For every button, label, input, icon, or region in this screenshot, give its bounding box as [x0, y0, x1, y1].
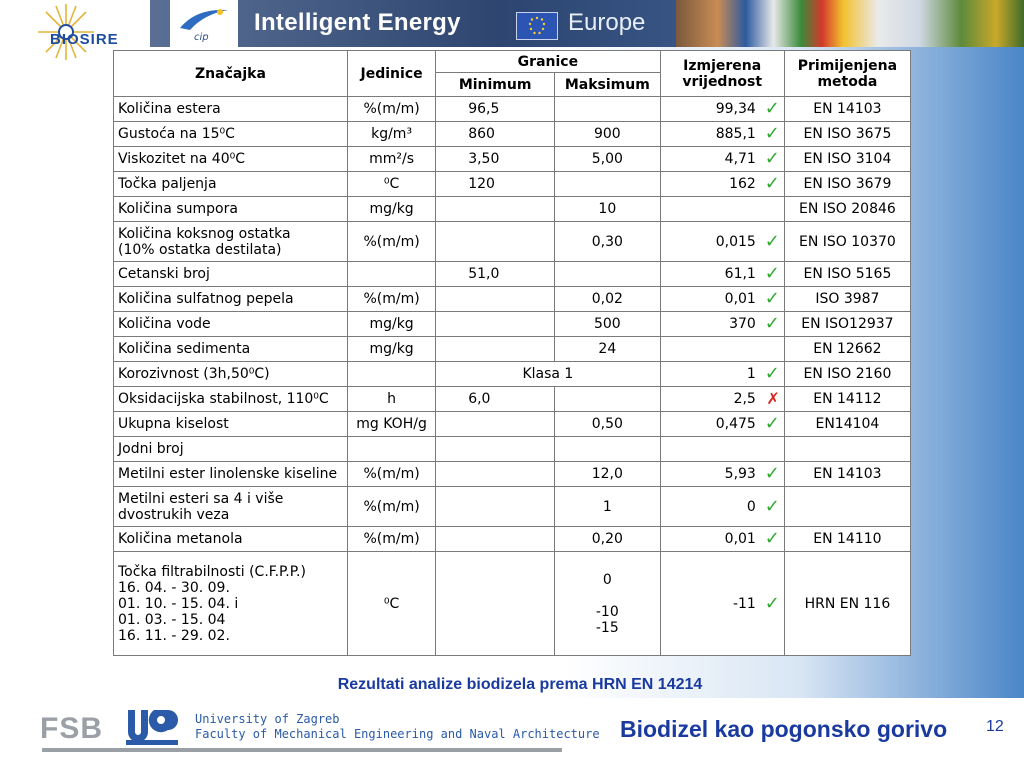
- cell-measured: 0,475 ✓: [660, 412, 784, 437]
- cell-feature: Oksidacijska stabilnost, 110⁰C: [114, 387, 348, 412]
- check-icon: ✓: [764, 495, 780, 517]
- table-row: [114, 172, 911, 197]
- cell-units: kg/m³: [347, 122, 435, 147]
- cell-feature: Ukupna kiselost: [114, 412, 348, 437]
- cell-method: EN ISO 3679: [784, 172, 910, 197]
- cell-min: 860: [436, 122, 555, 147]
- cell-min: [436, 197, 555, 222]
- header-feature: Značajka: [114, 51, 348, 97]
- cell-min: [436, 222, 555, 262]
- cell-units: %(m/m): [347, 222, 435, 262]
- table-row: [114, 122, 911, 147]
- check-icon: ✓: [764, 230, 780, 252]
- cell-measured: 0 ✓: [660, 487, 784, 527]
- cell-units: [347, 362, 435, 387]
- cell-measured: 5,93 ✓: [660, 462, 784, 487]
- cell-min: [436, 287, 555, 312]
- cell-feature: Jodni broj: [114, 437, 348, 462]
- cell-min: [436, 552, 555, 656]
- cell-measured: 885,1 ✓: [660, 122, 784, 147]
- table-row: [114, 387, 911, 412]
- table-body: [114, 97, 911, 656]
- table-row: [114, 287, 911, 312]
- cell-feature: Količina sumpora: [114, 197, 348, 222]
- cell-measured: 0,015 ✓: [660, 222, 784, 262]
- cell-min: [436, 487, 555, 527]
- page-number: 12: [986, 718, 1004, 735]
- cell-measured: [660, 337, 784, 362]
- cell-max: 0 -10 -15: [555, 552, 660, 656]
- table-row: [114, 412, 911, 437]
- cell-method: [784, 487, 910, 527]
- cell-method: EN 12662: [784, 337, 910, 362]
- check-icon: ✓: [764, 313, 780, 334]
- cell-measured: 61,1 ✓: [660, 262, 784, 287]
- table-row: [114, 197, 911, 222]
- cell-measured: 4,71 ✓: [660, 147, 784, 172]
- cell-min: [436, 337, 555, 362]
- check-icon: ✓: [764, 148, 780, 169]
- cell-units: mg/kg: [347, 312, 435, 337]
- cell-units: [347, 262, 435, 287]
- cell-measured: 99,34 ✓: [660, 97, 784, 122]
- cip-logo: [170, 0, 238, 47]
- eu-flag-icon: [516, 12, 558, 40]
- table-row: [114, 462, 911, 487]
- check-icon: ✓: [764, 123, 780, 144]
- table-row: [114, 262, 911, 287]
- banner-title: Intelligent Energy: [254, 9, 461, 36]
- cell-units: %(m/m): [347, 487, 435, 527]
- cell-method: EN ISO 3104: [784, 147, 910, 172]
- cell-min: 120: [436, 172, 555, 197]
- cross-icon: ✗: [766, 389, 780, 408]
- cell-max: [555, 262, 660, 287]
- cell-max: [555, 172, 660, 197]
- cell-units: %(m/m): [347, 462, 435, 487]
- header-units: Jedinice: [347, 51, 435, 97]
- header-measured: Izmjerena vrijednost: [660, 51, 784, 97]
- check-icon: ✓: [764, 463, 780, 484]
- cell-feature: Količina sulfatnog pepela: [114, 287, 348, 312]
- cell-min: 3,50: [436, 147, 555, 172]
- cell-feature: Viskozitet na 40⁰C: [114, 147, 348, 172]
- header-limits: Granice: [436, 51, 660, 73]
- cell-measured: 370 ✓: [660, 312, 784, 337]
- cell-feature: Količina metanola: [114, 527, 348, 552]
- cell-units: ⁰C: [347, 172, 435, 197]
- banner-photos: [676, 0, 1024, 47]
- university-name: University of Zagreb: [195, 712, 340, 726]
- cell-max: [555, 387, 660, 412]
- cell-feature: Metilni esteri sa 4 i više dvostrukih veza: [114, 487, 348, 527]
- cell-min: 51,0: [436, 262, 555, 287]
- table-row: [114, 97, 911, 122]
- university-logo-icon: [124, 706, 180, 750]
- check-icon: ✓: [764, 528, 780, 549]
- cell-units: ⁰C: [347, 552, 435, 656]
- biosire-logo: [22, 2, 119, 62]
- biodiesel-results-table: [113, 50, 911, 656]
- cell-method: EN ISO 20846: [784, 197, 910, 222]
- cell-max: 500: [555, 312, 660, 337]
- cell-min: 6,0: [436, 387, 555, 412]
- cell-units: %(m/m): [347, 527, 435, 552]
- table-row: [114, 362, 911, 387]
- cell-method: EN 14103: [784, 462, 910, 487]
- cell-measured: -11 ✓: [660, 552, 784, 656]
- cell-feature: Cetanski broj: [114, 262, 348, 287]
- cell-units: [347, 437, 435, 462]
- check-icon: ✓: [764, 173, 780, 194]
- header-method: Primijenjena metoda: [784, 51, 910, 97]
- cell-method: EN14104: [784, 412, 910, 437]
- cell-min: 96,5: [436, 97, 555, 122]
- cell-method: EN ISO 2160: [784, 362, 910, 387]
- cell-method: EN ISO 3675: [784, 122, 910, 147]
- cell-max: 0,20: [555, 527, 660, 552]
- faculty-name: Faculty of Mechanical Engineering and Naval Architecture: [195, 727, 600, 741]
- cell-measured: 0,01 ✓: [660, 287, 784, 312]
- cell-units: mm²/s: [347, 147, 435, 172]
- cell-min: [436, 312, 555, 337]
- cell-units: %(m/m): [347, 97, 435, 122]
- cell-limits-merged: Klasa 1: [436, 362, 660, 387]
- cell-method: EN 14110: [784, 527, 910, 552]
- table-row: [114, 487, 911, 527]
- cip-swoosh-icon: [176, 4, 232, 34]
- cell-method: [784, 437, 910, 462]
- table-row: [114, 552, 911, 656]
- cell-max: 1: [555, 487, 660, 527]
- cell-max: 12,0: [555, 462, 660, 487]
- cell-measured: 0,01 ✓: [660, 527, 784, 552]
- cell-min: [436, 437, 555, 462]
- table-row: [114, 147, 911, 172]
- biosire-text: BIOSIRE: [50, 31, 119, 48]
- cell-method: EN 14112: [784, 387, 910, 412]
- cell-method: EN ISO12937: [784, 312, 910, 337]
- cell-measured: 162 ✓: [660, 172, 784, 197]
- check-icon: ✓: [764, 263, 780, 284]
- cell-method: EN ISO 5165: [784, 262, 910, 287]
- check-icon: ✓: [764, 288, 780, 309]
- check-icon: ✓: [764, 413, 780, 434]
- cell-feature: Korozivnost (3h,50⁰C): [114, 362, 348, 387]
- cell-min: [436, 527, 555, 552]
- cell-max: 900: [555, 122, 660, 147]
- cell-units: mg/kg: [347, 197, 435, 222]
- cip-text: cip: [194, 32, 209, 43]
- cell-method: HRN EN 116: [784, 552, 910, 656]
- cell-method: EN ISO 10370: [784, 222, 910, 262]
- header-min: Minimum: [436, 73, 555, 97]
- table-row: [114, 222, 911, 262]
- cell-feature: Količina koksnog ostatka (10% ostatka destilata): [114, 222, 348, 262]
- cell-max: 0,02: [555, 287, 660, 312]
- cell-feature: Metilni ester linolenske kiseline: [114, 462, 348, 487]
- cell-units: mg/kg: [347, 337, 435, 362]
- fsb-logo: FSB: [40, 712, 103, 745]
- top-banner: [150, 0, 1024, 47]
- footer-title: Biodizel kao pogonsko gorivo: [620, 716, 948, 742]
- check-icon: ✓: [764, 363, 780, 384]
- cell-max: 24: [555, 337, 660, 362]
- cell-max: 0,50: [555, 412, 660, 437]
- table-row: [114, 337, 911, 362]
- cell-max: [555, 97, 660, 122]
- cell-measured: [660, 437, 784, 462]
- check-icon: ✓: [764, 592, 780, 614]
- cell-feature: Količina estera: [114, 97, 348, 122]
- table-row: [114, 527, 911, 552]
- cell-units: h: [347, 387, 435, 412]
- cell-max: 10: [555, 197, 660, 222]
- cell-method: EN 14103: [784, 97, 910, 122]
- cell-measured: [660, 197, 784, 222]
- cell-units: %(m/m): [347, 287, 435, 312]
- cell-max: 5,00: [555, 147, 660, 172]
- cell-measured: 2,5 ✗: [660, 387, 784, 412]
- cell-feature: Količina vode: [114, 312, 348, 337]
- cell-max: [555, 437, 660, 462]
- cell-max: 0,30: [555, 222, 660, 262]
- cell-feature: Točka filtrabilnosti (C.F.P.P.) 16. 04. - 30. 09. 01. 10. - 15. 04. i 01. 03. - 15. 04 16. 11. - 29. 02.: [114, 552, 348, 656]
- cell-units: mg KOH/g: [347, 412, 435, 437]
- cell-min: [436, 462, 555, 487]
- table-row: [114, 312, 911, 337]
- cell-measured: 1 ✓: [660, 362, 784, 387]
- cell-feature: Točka paljenja: [114, 172, 348, 197]
- banner-europe: Europe: [568, 9, 646, 36]
- check-icon: ✓: [764, 98, 780, 119]
- cell-feature: Količina sedimenta: [114, 337, 348, 362]
- table-row: [114, 437, 911, 462]
- cell-method: ISO 3987: [784, 287, 910, 312]
- cell-feature: Gustoća na 15⁰C: [114, 122, 348, 147]
- cell-min: [436, 412, 555, 437]
- header-max: Maksimum: [555, 73, 660, 97]
- footer-divider: [42, 748, 562, 752]
- table-caption: Rezultati analize biodizela prema HRN EN 14214: [337, 676, 703, 693]
